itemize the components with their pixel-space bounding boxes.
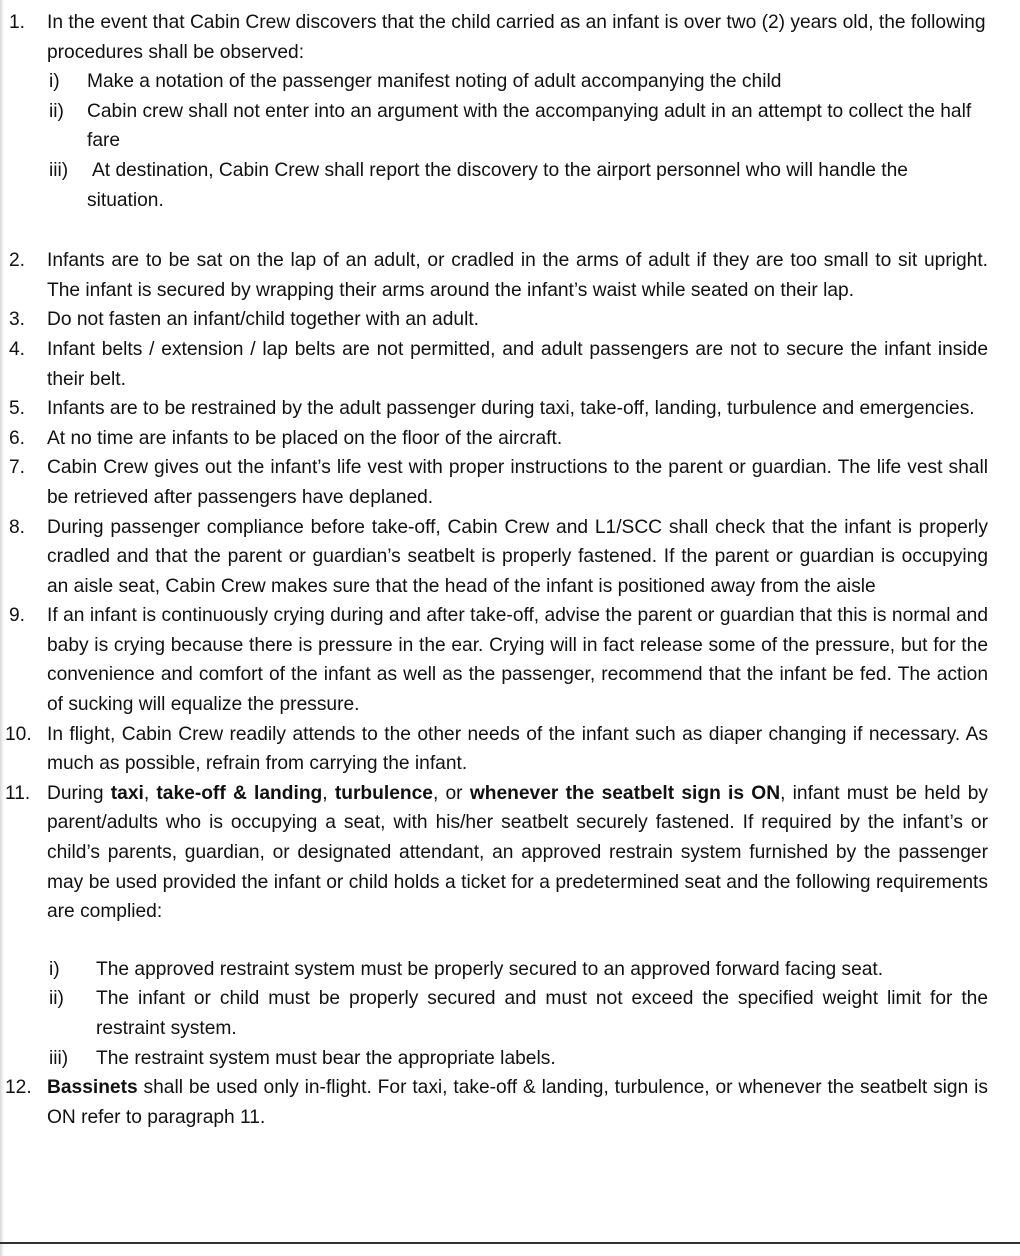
list-item [0,601,1020,719]
list-item [0,513,1020,602]
text-run: , [322,782,335,804]
item-number: 8. [9,516,26,538]
item-number: 6. [9,427,26,449]
item-number: 7. [9,457,26,479]
sub-item [47,955,988,985]
sub-item [47,984,988,1043]
list-item [0,720,1020,779]
text-run: During [47,782,111,804]
list-item [0,424,1020,454]
sub-item-number: i) [49,71,60,93]
bold-run: whenever the seatbelt sign is ON [469,782,781,804]
sub-item [47,1044,988,1074]
item-text: Do not fasten an infant/child together with an adult. [47,309,479,331]
sub-item [47,97,988,156]
item-text: During passenger compliance before take-off, Cabin Crew and L1/SCC shall check that the infant is properly cradled and that the parent or guardian’s seatbelt is properly fastened. If the parent or guardian is occupying an aisle seat, Cabin Crew makes sure that the head of the infant is positioned away from the aisle [47,516,988,597]
footer-rule [0,1242,1020,1244]
item-number: 9. [9,605,26,627]
bold-run: Bassinets [47,1077,138,1099]
bold-run: taxi [110,782,144,804]
sub-item-text: The restraint system must bear the appropriate labels. [96,1047,556,1069]
bold-run: turbulence [334,782,433,804]
item-text: Infant belts / extension / lap belts are not permitted, and adult passengers are not to secure the infant inside their belt. [47,338,988,390]
text-run: , infant must be held by parent/adults who is occupying a seat, with his/her seatbelt securely fastened. If required by the infant’s or child’s parents, guardian, or designated attendant, an approved restrain system furnished by the passenger may be used provided the infant or child holds a ticket for a predetermined seat and the following requirements are complied: [47,782,988,923]
item-number: 11. [5,782,31,804]
sub-item-number: iii) [49,1047,69,1069]
sub-item-number: iii) [49,159,69,181]
document-body [0,8,1020,1132]
item-number: 10. [5,723,32,745]
item-text: In flight, Cabin Crew readily attends to the other needs of the infant such as diaper changing if necessary. As much as possible, refrain from carrying the infant. [47,723,988,775]
item-text [47,1073,988,1132]
text-run: , or [432,782,470,804]
sub-item-text: Cabin crew shall not enter into an argument with the accompanying adult in an attempt to collect the half fare [87,100,972,152]
list-item [0,779,1020,1073]
list-item [0,305,1020,335]
sub-item-number: i) [49,958,60,980]
item-number: 4. [9,338,26,360]
sub-item-number: ii) [49,100,64,122]
item-text: Infants are to be sat on the lap of an adult, or cradled in the arms of adult if they are too small to sit upright. The infant is secured by wrapping their arms around the infant’s waist while seated on their lap. [47,250,988,301]
item-number: 12. [5,1077,32,1099]
bold-run: take-off & landing [156,782,323,804]
sub-item [47,156,988,215]
item-number: 5. [9,398,26,420]
list-item [0,8,1020,215]
sub-item-text: The infant or child must be properly secured and must not exceed the specified weight limit for the restraint system. [96,988,988,1039]
text-run: , [143,782,157,804]
spacer [47,927,988,955]
spacer [0,215,1020,246]
sub-item [47,67,988,97]
list-item [0,246,1020,305]
item-text [47,779,988,927]
item-text: If an infant is continuously crying during and after take-off, advise the parent or guardian that this is normal and baby is crying because there is pressure in the ear. Crying will in fact release some of the pressure, but for the convenience and comfort of the infant as well as the passenger, recommend that the infant be fed. The action of sucking will equalize the pressure. [47,605,988,716]
text-run: shall be used only in-flight. For taxi, take-off & landing, turbulence, or whenever the seatbelt sign is ON refer to paragraph 11. [47,1077,988,1128]
item-number: 3. [9,309,26,331]
item-text: Cabin Crew gives out the infant’s life vest with proper instructions to the parent or guardian. The life vest shall be retrieved after passengers have deplaned. [47,457,988,508]
list-item [0,394,1020,424]
item-number: 1. [9,12,26,33]
sub-item-number: ii) [49,988,64,1010]
item-number: 2. [9,250,26,272]
list-item [0,335,1020,394]
item-text: At no time are infants to be placed on the floor of the aircraft. [47,427,563,449]
list-item [0,453,1020,512]
item-text: In the event that Cabin Crew discovers that the child carried as an infant is over two (2) years old, the following procedures shall be observed: [47,12,986,63]
sub-item-text: The approved restraint system must be properly secured to an approved forward facing seat. [96,958,884,980]
sub-item-text: At destination, Cabin Crew shall report the discovery to the airport personnel who will handle the situation. [87,159,908,211]
sub-item-text: Make a notation of the passenger manifest noting of adult accompanying the child [87,71,782,93]
list-item [0,1073,1020,1132]
item-text: Infants are to be restrained by the adult passenger during taxi, take-off, landing, turbulence and emergencies. [47,398,975,420]
